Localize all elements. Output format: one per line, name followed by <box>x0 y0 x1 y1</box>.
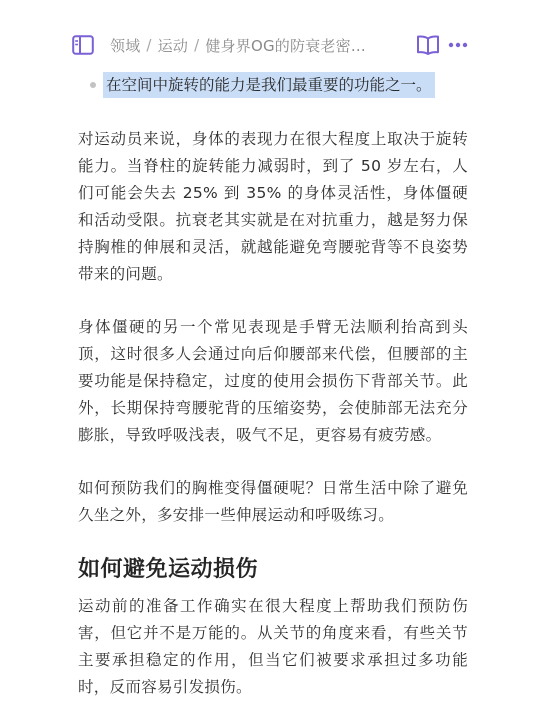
open-book-icon[interactable] <box>416 34 440 56</box>
paragraph: 运动前的准备工作确实在很大程度上帮助我们预防伤害，但它并不是万能的。从关节的角度来看，有些关节主要承担稳定的作用，但当它们被要求承担过多功能时，反而容易引发损伤。 <box>78 597 468 696</box>
breadcrumb <box>110 34 366 56</box>
paragraph: 身体僵硬的另一个常见表现是手臂无法顺利抬高到头顶，这时很多人会通过向后仰腰部来代偿，但腰部的主要功能是保持稳定，过度的使用会损伤下背部关节。此外，长期保持弯腰驼背的压缩姿势，会使肺部无法充分膨胀，导致呼吸浅表，吸气不足，更容易有疲劳感。 <box>78 318 468 444</box>
breadcrumb-separator: / <box>146 36 152 54</box>
breadcrumb-separator: / <box>194 36 200 54</box>
sidebar-toggle-icon[interactable] <box>72 35 94 55</box>
breadcrumb-item-current-page[interactable]: 健身界OG的防衰老密… <box>205 36 366 55</box>
bullet-dot-icon <box>90 82 96 88</box>
breadcrumb-item-sports[interactable]: 运动 <box>157 36 189 55</box>
section-heading: 如何避免运动损伤 <box>78 557 259 582</box>
more-dots-icon[interactable] <box>448 36 468 54</box>
highlighted-bullet-text[interactable]: 在空间中旋转的能力是我们最重要的功能之一。 <box>103 72 435 98</box>
paragraph: 如何预防我们的胸椎变得僵硬呢？日常生活中除了避免久坐之外，多安排一些伸展运动和呼吸练习。 <box>78 479 468 524</box>
breadcrumb-item-domain[interactable]: 领域 <box>110 36 141 55</box>
paragraph: 对运动员来说，身体的表现力在很大程度上取决于旋转能力。当脊柱的旋转能力减弱时，到了 50 岁左右，人们可能会失去 25% 到 35% 的身体灵活性，身体僵硬和活动受限。抗衰老其实就是在对抗重力，越是努力保持胸椎的伸展和灵活，就越能避免弯腰驼背等不良姿势带来的问题。 <box>78 130 468 283</box>
article-body <box>78 70 468 701</box>
list-item <box>90 70 468 100</box>
